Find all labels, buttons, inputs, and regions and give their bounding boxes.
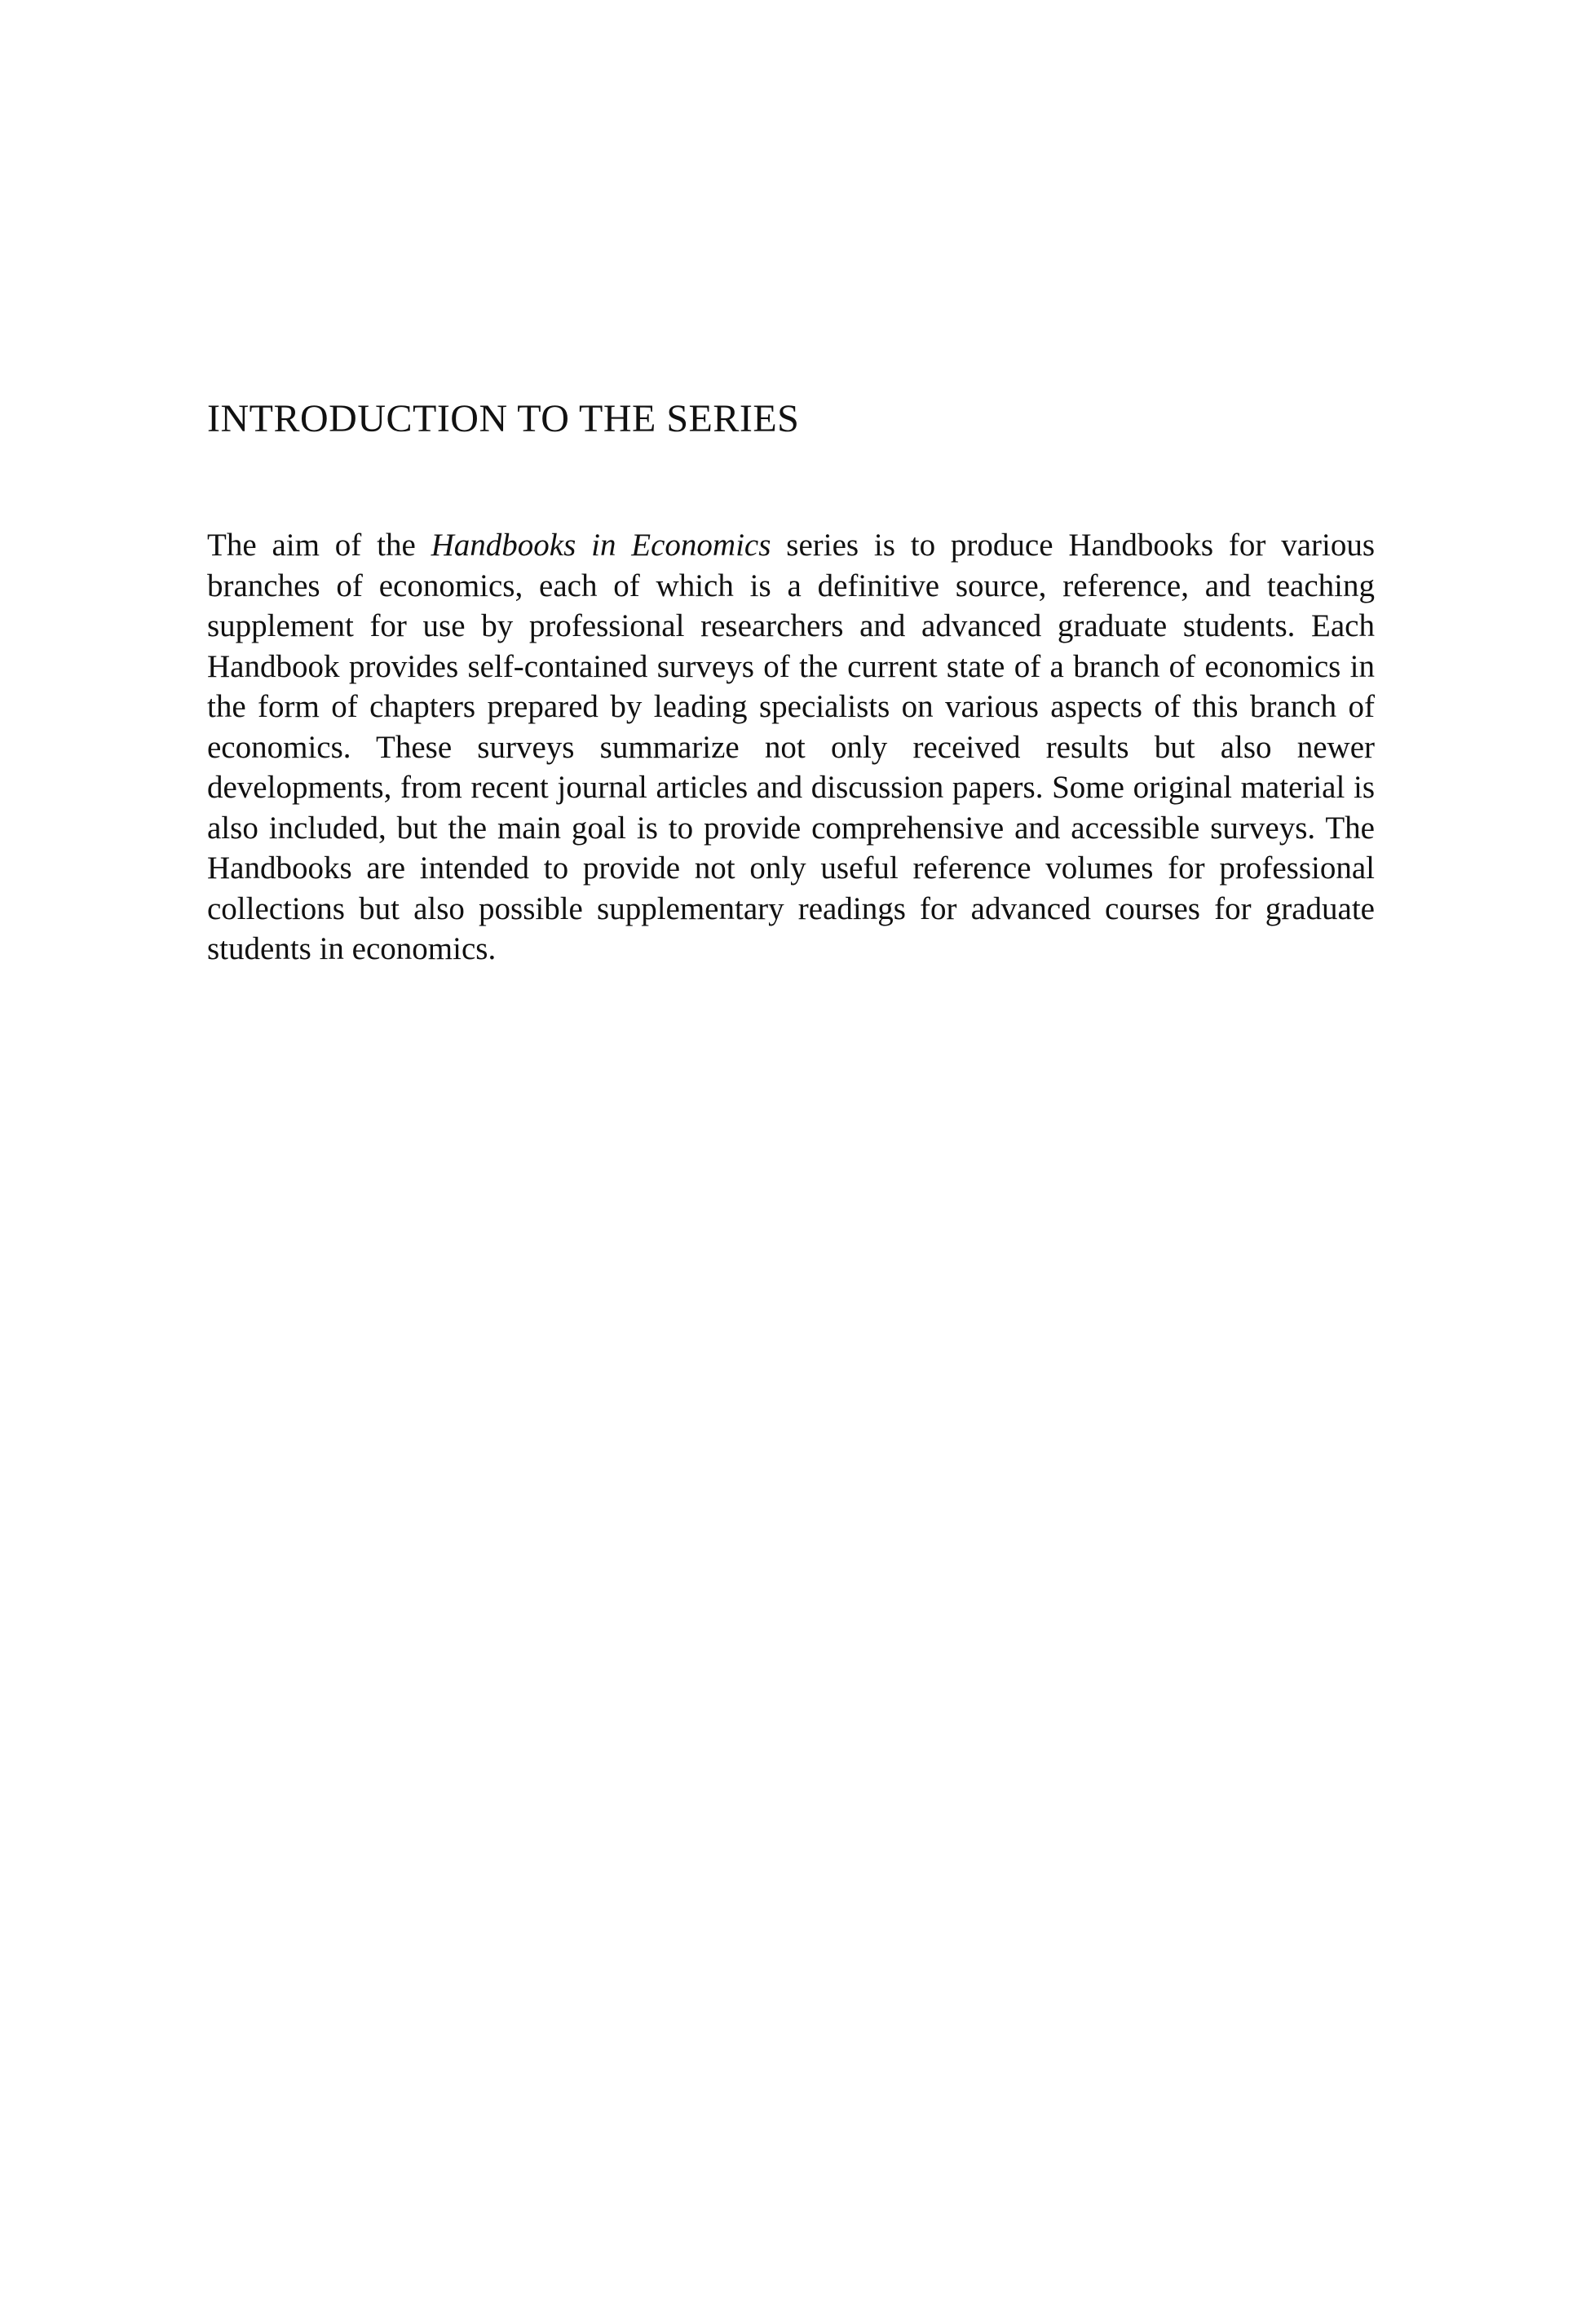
paragraph-lead-text: The aim of the <box>207 528 431 563</box>
paragraph-body-text: series is to produce Handbooks for various branches of economics, each of which is a definitive source, reference, and teaching supplement for use by professional researchers and advanced graduate students. Each Handbook provides self-contained surveys of the current state of a branch of economics in the form of chapters prepared by leading specialists on various aspects of this branch of economics. These surveys summarize not only received results but also newer developments, from recent journal articles and discussion papers. Some original material is also included, but the main goal is to provide comprehensive and accessible surveys. The Handbooks are intended to provide not only useful reference volumes for professional collections but also possible supplementary readings for advanced courses for graduate students in economics. <box>207 528 1376 966</box>
intro-paragraph <box>207 525 1375 970</box>
section-heading: INTRODUCTION TO THE SERIES <box>207 397 800 440</box>
series-name-italic: Handbooks in Economics <box>431 528 771 563</box>
